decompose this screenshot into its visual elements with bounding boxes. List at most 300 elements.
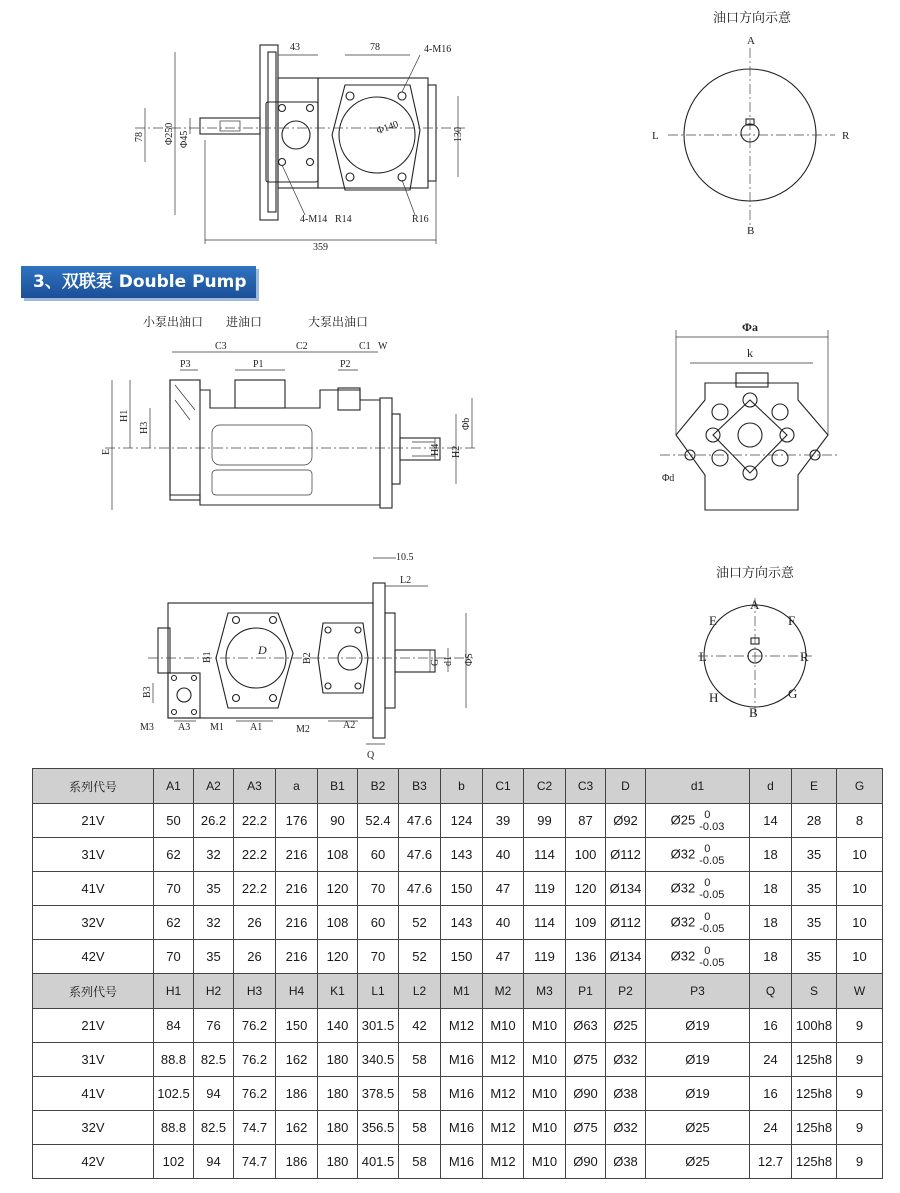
- table-cell: M12: [483, 1077, 524, 1111]
- table-cell: [646, 838, 750, 872]
- table-header-cell: L1: [358, 974, 399, 1009]
- tolerance: [699, 877, 724, 901]
- table-cell: 62: [154, 838, 194, 872]
- table-cell: Ø25: [606, 1009, 646, 1043]
- table-row: [33, 940, 883, 974]
- port-label-large-out: 大泵出油口: [308, 315, 369, 329]
- table-cell: M10: [524, 1145, 566, 1179]
- table-cell: 108: [318, 838, 358, 872]
- dim-b2: B2: [302, 652, 313, 664]
- table-cell: 120: [318, 872, 358, 906]
- dim-c2: C2: [296, 341, 308, 352]
- dim-w: W: [378, 341, 388, 352]
- table-cell: M16: [441, 1145, 483, 1179]
- table-header-cell: H4: [276, 974, 318, 1009]
- table-cell: [646, 804, 750, 838]
- dir-label-b: B: [747, 225, 755, 237]
- dim-d1: d1: [443, 656, 454, 666]
- table-cell: 24: [750, 1111, 792, 1145]
- table-cell: 186: [276, 1077, 318, 1111]
- table-cell: 42: [399, 1009, 441, 1043]
- dim-phi-s: ΦS: [464, 653, 475, 666]
- dim-10-5: 10.5: [396, 552, 414, 563]
- table-cell: 125h8: [792, 1145, 837, 1179]
- table-header-cell: B3: [399, 769, 441, 804]
- section-title-double-pump: 3、双联泵 Double Pump: [21, 266, 256, 298]
- table-cell: 180: [318, 1077, 358, 1111]
- double-pump-side-drawing: [100, 330, 480, 520]
- dir-label-r: R: [842, 130, 850, 142]
- table-cell: 14: [750, 804, 792, 838]
- oil-direction-diagram-bottom: [690, 590, 825, 725]
- dim-m1: M1: [210, 722, 224, 733]
- table-cell: M10: [524, 1111, 566, 1145]
- table-cell: 26.2: [194, 804, 234, 838]
- table-header-cell: P2: [606, 974, 646, 1009]
- table-cell: 150: [441, 940, 483, 974]
- table-cell: 180: [318, 1043, 358, 1077]
- table-cell: 62: [154, 906, 194, 940]
- table-cell: Ø90: [566, 1077, 606, 1111]
- table-row: [33, 1009, 883, 1043]
- dim-r14: R14: [335, 214, 352, 225]
- table-cell: Ø25: [646, 1111, 750, 1145]
- dim-p3: P3: [180, 359, 191, 370]
- dim-c3: C3: [215, 341, 227, 352]
- dim-4-m14: 4-M14: [300, 214, 328, 225]
- table-cell: Ø134: [606, 940, 646, 974]
- table-cell: 124: [441, 804, 483, 838]
- table-cell: 216: [276, 838, 318, 872]
- dir-label-g: G: [788, 686, 798, 701]
- table-row: [33, 804, 883, 838]
- table-header-cell: C3: [566, 769, 606, 804]
- table-header-cell: M1: [441, 974, 483, 1009]
- table-cell: 100h8: [792, 1009, 837, 1043]
- table-row: [33, 906, 883, 940]
- dim-phi140: Φ140: [375, 118, 400, 137]
- table-cell: 16: [750, 1009, 792, 1043]
- dim-359: 359: [313, 242, 328, 253]
- dir-label-l-2: L: [699, 649, 707, 664]
- table-cell: 162: [276, 1111, 318, 1145]
- oil-direction-title-bottom: 油口方向示意: [716, 566, 795, 581]
- table-cell: 70: [358, 940, 399, 974]
- dir-label-h: H: [709, 690, 719, 705]
- dim-phi-a: Φa: [742, 320, 758, 334]
- table-cell: 82.5: [194, 1111, 234, 1145]
- flange-view-drawing: [650, 315, 850, 515]
- table-cell: M10: [524, 1077, 566, 1111]
- dim-phi-b: H2: [451, 445, 462, 458]
- table-cell: 10: [837, 906, 883, 940]
- table-cell: M10: [524, 1009, 566, 1043]
- table-header-cell: a: [276, 769, 318, 804]
- table-cell: 28: [792, 804, 837, 838]
- dim-c1: C1: [359, 341, 371, 352]
- table-cell: 70: [154, 940, 194, 974]
- table-row: [33, 1043, 883, 1077]
- oil-direction-diagram-top: [640, 30, 870, 240]
- table-cell: 52.4: [358, 804, 399, 838]
- tolerance: [699, 809, 724, 833]
- table-header-cell: G: [837, 769, 883, 804]
- table-cell: Ø134: [606, 872, 646, 906]
- table-header-cell: M2: [483, 974, 524, 1009]
- table-cell: 21V: [33, 804, 154, 838]
- table-cell: 301.5: [358, 1009, 399, 1043]
- table-cell: 47: [483, 872, 524, 906]
- table-cell: 119: [524, 872, 566, 906]
- table-cell: 35: [194, 872, 234, 906]
- dim-130: 130: [453, 127, 464, 142]
- table-cell: 9: [837, 1009, 883, 1043]
- table-cell: M12: [483, 1111, 524, 1145]
- table-cell: 76.2: [234, 1043, 276, 1077]
- table-row: [33, 1077, 883, 1111]
- table-cell: 76.2: [234, 1009, 276, 1043]
- table-cell: 70: [154, 872, 194, 906]
- single-pump-drawing: [120, 30, 480, 255]
- dim-h4: E: [101, 448, 112, 455]
- table-row: [33, 872, 883, 906]
- table-cell: 84: [154, 1009, 194, 1043]
- table-cell: M16: [441, 1077, 483, 1111]
- tolerance-upper: 0: [704, 910, 711, 923]
- table-cell: 378.5: [358, 1077, 399, 1111]
- table-cell: 10: [837, 940, 883, 974]
- table-cell: M16: [441, 1043, 483, 1077]
- table-cell: 18: [750, 838, 792, 872]
- dir-label-l: L: [652, 130, 659, 142]
- table-cell: 76.2: [234, 1077, 276, 1111]
- table-cell: 102: [154, 1145, 194, 1179]
- dim-m2: M2: [296, 724, 310, 735]
- tolerance-upper: 0: [704, 842, 711, 855]
- table-header-cell: H3: [234, 974, 276, 1009]
- table-header-cell: Q: [750, 974, 792, 1009]
- table-cell: 47: [483, 940, 524, 974]
- table1-header-row: [33, 769, 883, 804]
- table-cell: 22.2: [234, 804, 276, 838]
- table-header-cell: P3: [646, 974, 750, 1009]
- table-header-cell: D: [606, 769, 646, 804]
- table-cell: Ø90: [566, 1145, 606, 1179]
- table-header-cell: C1: [483, 769, 524, 804]
- table-cell: 356.5: [358, 1111, 399, 1145]
- table-cell: M12: [483, 1145, 524, 1179]
- table-header-cell: P1: [566, 974, 606, 1009]
- table-cell: 60: [358, 906, 399, 940]
- table-cell: 150: [276, 1009, 318, 1043]
- tolerance: [699, 911, 724, 935]
- table-cell: 50: [154, 804, 194, 838]
- dim-b1: B1: [202, 651, 213, 663]
- table-cell: Ø112: [606, 906, 646, 940]
- table-cell: 58: [399, 1145, 441, 1179]
- dim-l2: L2: [400, 575, 412, 586]
- table-cell: 18: [750, 940, 792, 974]
- table-cell: 42V: [33, 1145, 154, 1179]
- table-cell: 31V: [33, 838, 154, 872]
- table-cell: 180: [318, 1145, 358, 1179]
- table-cell: 35: [194, 940, 234, 974]
- table-cell: Ø32: [606, 1111, 646, 1145]
- table-cell: 186: [276, 1145, 318, 1179]
- table-header-cell: d1: [646, 769, 750, 804]
- table-cell: 58: [399, 1077, 441, 1111]
- table-cell: 119: [524, 940, 566, 974]
- dim-b3: B3: [142, 686, 153, 698]
- tolerance-lower: -0.05: [699, 956, 725, 969]
- table-cell: 125h8: [792, 1043, 837, 1077]
- table-cell: 18: [750, 872, 792, 906]
- table-cell: 31V: [33, 1043, 154, 1077]
- table-cell: 41V: [33, 1077, 154, 1111]
- dim-r16: R16: [412, 214, 429, 225]
- table-cell: [646, 872, 750, 906]
- dim-p1: P1: [253, 359, 264, 370]
- dir-label-e: E: [709, 613, 717, 628]
- table-cell: 136: [566, 940, 606, 974]
- table-cell: 120: [318, 940, 358, 974]
- table-cell: 76: [194, 1009, 234, 1043]
- table-cell: Ø19: [646, 1009, 750, 1043]
- table-cell: Ø38: [606, 1145, 646, 1179]
- table-header-cell: A1: [154, 769, 194, 804]
- tolerance-upper: 0: [704, 808, 711, 821]
- table-header-cell: A2: [194, 769, 234, 804]
- dim-78-top: 78: [370, 42, 380, 53]
- table-cell: 88.8: [154, 1043, 194, 1077]
- table-cell: M10: [483, 1009, 524, 1043]
- dim-h2: Φb: [461, 417, 472, 430]
- tolerance-lower: -0.05: [699, 922, 725, 935]
- port-label-inlet: 进油口: [226, 315, 263, 329]
- table-cell: 32: [194, 906, 234, 940]
- dim-e: H4: [430, 443, 441, 456]
- table-cell: 94: [194, 1077, 234, 1111]
- table-cell: 41V: [33, 872, 154, 906]
- table-cell: 16: [750, 1077, 792, 1111]
- table-cell: 180: [318, 1111, 358, 1145]
- table-cell: 82.5: [194, 1043, 234, 1077]
- table-header-cell: B2: [358, 769, 399, 804]
- table-cell: 143: [441, 906, 483, 940]
- dim-h3: H3: [139, 421, 150, 434]
- dir-label-f: F: [788, 613, 796, 628]
- dim-78-side: 78: [134, 132, 145, 142]
- table-header-cell: S: [792, 974, 837, 1009]
- table-cell: 32: [194, 838, 234, 872]
- table-cell: 10: [837, 872, 883, 906]
- table-cell: Ø92: [606, 804, 646, 838]
- table-cell: Ø75: [566, 1043, 606, 1077]
- dir-label-r-2: R: [800, 649, 809, 664]
- table-cell: M10: [524, 1043, 566, 1077]
- table-cell: 87: [566, 804, 606, 838]
- tolerance-lower: -0.05: [699, 888, 725, 901]
- dim-d: D: [258, 643, 267, 657]
- table-cell-value: Ø32: [670, 913, 696, 929]
- table-cell: 40: [483, 838, 524, 872]
- table-cell: 100: [566, 838, 606, 872]
- table-cell: 58: [399, 1111, 441, 1145]
- table-cell: 99: [524, 804, 566, 838]
- table-cell: 143: [441, 838, 483, 872]
- dim-h1: H1: [119, 409, 130, 422]
- table-cell: 70: [358, 872, 399, 906]
- table-cell: 12.7: [750, 1145, 792, 1179]
- table-row: [33, 1145, 883, 1179]
- table-cell-value: Ø32: [670, 947, 696, 963]
- table-cell: [646, 940, 750, 974]
- table-header-cell: 系列代号: [33, 769, 154, 804]
- table-cell: 26: [234, 940, 276, 974]
- table-cell: 9: [837, 1145, 883, 1179]
- table-cell: 74.7: [234, 1111, 276, 1145]
- table-cell: 140: [318, 1009, 358, 1043]
- table-cell: 150: [441, 872, 483, 906]
- table-cell: 35: [792, 838, 837, 872]
- table-row: [33, 1111, 883, 1145]
- table-header-cell: B1: [318, 769, 358, 804]
- dir-label-a-2: A: [750, 597, 760, 612]
- table-cell: Ø25: [646, 1145, 750, 1179]
- table-header-cell: d: [750, 769, 792, 804]
- dir-label-b-2: B: [749, 705, 758, 720]
- table-cell: 120: [566, 872, 606, 906]
- table-cell: 22.2: [234, 838, 276, 872]
- table-cell: 216: [276, 940, 318, 974]
- table-cell-value: Ø32: [670, 879, 696, 895]
- table-cell: 58: [399, 1043, 441, 1077]
- table-cell: 24: [750, 1043, 792, 1077]
- table-cell: 32V: [33, 906, 154, 940]
- table-cell: 88.8: [154, 1111, 194, 1145]
- table-cell: Ø19: [646, 1077, 750, 1111]
- table-cell: 102.5: [154, 1077, 194, 1111]
- table-cell: M12: [483, 1043, 524, 1077]
- dim-m3: M3: [140, 722, 154, 733]
- dim-phi-d: Φd: [662, 473, 675, 484]
- table-cell: 18: [750, 906, 792, 940]
- table-cell: 22.2: [234, 872, 276, 906]
- table-cell: 125h8: [792, 1111, 837, 1145]
- table-cell: 47.6: [399, 804, 441, 838]
- table-header-cell: b: [441, 769, 483, 804]
- tolerance: [699, 843, 724, 867]
- dim-43: 43: [290, 42, 300, 53]
- table-cell: 42V: [33, 940, 154, 974]
- table-cell: Ø112: [606, 838, 646, 872]
- table-cell: 9: [837, 1043, 883, 1077]
- table-cell: 108: [318, 906, 358, 940]
- dim-phi45: Φ45: [179, 130, 190, 148]
- table-cell: 90: [318, 804, 358, 838]
- table-cell: 35: [792, 906, 837, 940]
- table-cell: 10: [837, 838, 883, 872]
- table-cell: Ø19: [646, 1043, 750, 1077]
- table-cell: 109: [566, 906, 606, 940]
- dim-g: G: [430, 658, 441, 666]
- table-cell: 216: [276, 906, 318, 940]
- table-header-cell: E: [792, 769, 837, 804]
- table-cell: 39: [483, 804, 524, 838]
- table-cell: 21V: [33, 1009, 154, 1043]
- table-cell: 9: [837, 1111, 883, 1145]
- double-pump-front-drawing: [138, 548, 478, 763]
- table-cell: 340.5: [358, 1043, 399, 1077]
- tolerance-upper: 0: [704, 876, 711, 889]
- dim-p2: P2: [340, 359, 351, 370]
- table-cell-value: Ø25: [670, 811, 696, 827]
- table-cell: Ø63: [566, 1009, 606, 1043]
- table-cell: 401.5: [358, 1145, 399, 1179]
- table-cell: M12: [441, 1009, 483, 1043]
- tolerance: [699, 945, 724, 969]
- port-label-small-out: 小泵出油口: [143, 315, 204, 329]
- dim-phi250: Φ250: [164, 122, 175, 145]
- table-cell: 74.7: [234, 1145, 276, 1179]
- table-cell: 47.6: [399, 872, 441, 906]
- tolerance-upper: 0: [704, 944, 711, 957]
- table-header-cell: C2: [524, 769, 566, 804]
- table-cell: M16: [441, 1111, 483, 1145]
- table-cell: 35: [792, 940, 837, 974]
- table-cell: 52: [399, 940, 441, 974]
- table-row: [33, 838, 883, 872]
- table-cell: 114: [524, 838, 566, 872]
- dim-a3: A3: [178, 722, 191, 733]
- oil-direction-title-top: 油口方向示意: [713, 11, 792, 26]
- table-cell: [646, 906, 750, 940]
- dim-k: k: [747, 346, 753, 360]
- table2-header-row: [33, 974, 883, 1009]
- table-cell: 9: [837, 1077, 883, 1111]
- table-cell: 52: [399, 906, 441, 940]
- table-cell-value: Ø32: [670, 845, 696, 861]
- table-cell: 114: [524, 906, 566, 940]
- table-cell: 216: [276, 872, 318, 906]
- table-cell: 94: [194, 1145, 234, 1179]
- table-header-cell: 系列代号: [33, 974, 154, 1009]
- table-cell: 32V: [33, 1111, 154, 1145]
- table-cell: 47.6: [399, 838, 441, 872]
- tolerance-lower: -0.03: [699, 820, 725, 833]
- tolerance-lower: -0.05: [699, 854, 725, 867]
- table-header-cell: W: [837, 974, 883, 1009]
- dim-a1: A1: [250, 722, 263, 733]
- table-cell: 35: [792, 872, 837, 906]
- table-header-cell: M3: [524, 974, 566, 1009]
- table-header-cell: L2: [399, 974, 441, 1009]
- table-cell: 8: [837, 804, 883, 838]
- table-cell: 125h8: [792, 1077, 837, 1111]
- table-cell: Ø32: [606, 1043, 646, 1077]
- table-header-cell: K1: [318, 974, 358, 1009]
- dim-a2: A2: [343, 720, 356, 731]
- table-header-cell: H2: [194, 974, 234, 1009]
- table-cell: 60: [358, 838, 399, 872]
- table-cell: Ø38: [606, 1077, 646, 1111]
- table-cell: 26: [234, 906, 276, 940]
- table-cell: Ø75: [566, 1111, 606, 1145]
- dir-label-a: A: [747, 35, 755, 47]
- table-cell: 176: [276, 804, 318, 838]
- table-header-cell: A3: [234, 769, 276, 804]
- spec-table: [32, 768, 883, 1179]
